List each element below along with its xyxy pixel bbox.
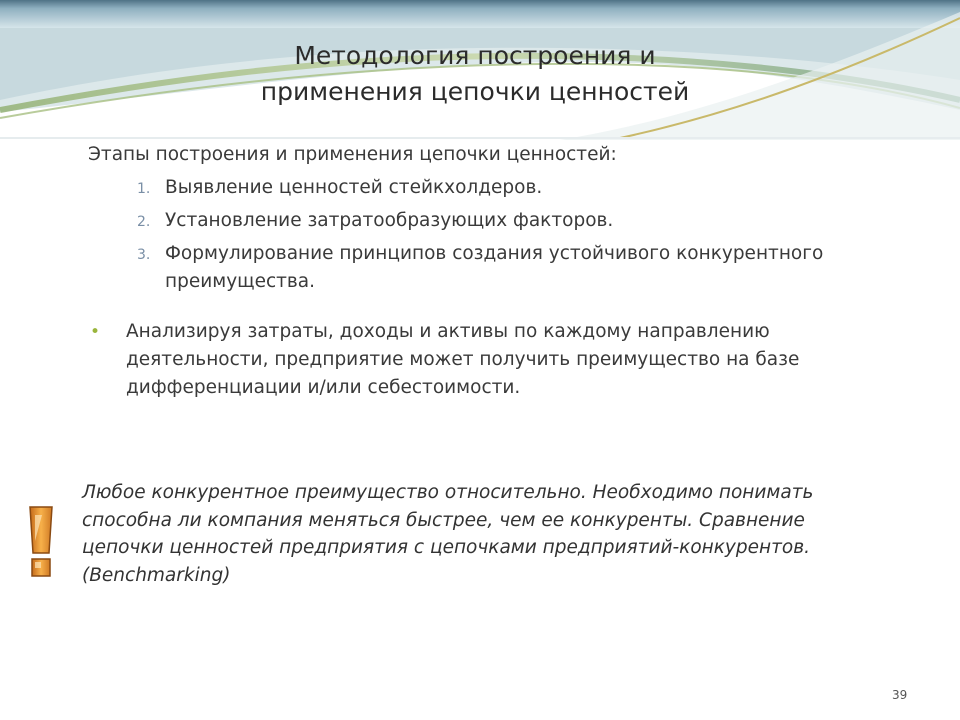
intro-text: Этапы построения и применения цепочки ценностей: — [88, 144, 617, 165]
step-text: Установление затратообразующих факторов. — [165, 210, 614, 231]
title-line-2: применения цепочки ценностей — [260, 77, 690, 106]
steps-list — [88, 174, 888, 296]
step-number: 2. — [137, 214, 151, 230]
bullet-text: Анализируя затраты, доходы и активы по каждому направлению деятельности, предприятие может получить преимущество на базе дифференциации и/или себестоимости. — [126, 321, 800, 398]
step-number: 3. — [137, 247, 151, 263]
bullet-item — [88, 318, 888, 402]
title-line-1: Методология построения и — [294, 41, 656, 70]
note-text: Любое конкурентное преимущество относительно. Необходимо понимать способна ли компания меняться быстрее, чем ее конкуренты. Сравнение цепочки ценностей предприятия с цепочками предприятий-конкурентов. (Benchmarking) — [82, 482, 814, 586]
step-number: 1. — [137, 181, 151, 197]
step-item — [88, 174, 888, 202]
exclamation-icon — [26, 505, 56, 579]
page-number: 39 — [892, 688, 908, 702]
bullet-icon: • — [90, 322, 101, 342]
slide-body — [88, 142, 888, 402]
step-item — [88, 240, 888, 296]
step-text: Формулирование принципов создания устойчивого конкурентного преимущества. — [165, 243, 824, 292]
slide-title — [180, 38, 770, 110]
step-text: Выявление ценностей стейкхолдеров. — [165, 177, 543, 198]
step-item — [88, 207, 888, 235]
